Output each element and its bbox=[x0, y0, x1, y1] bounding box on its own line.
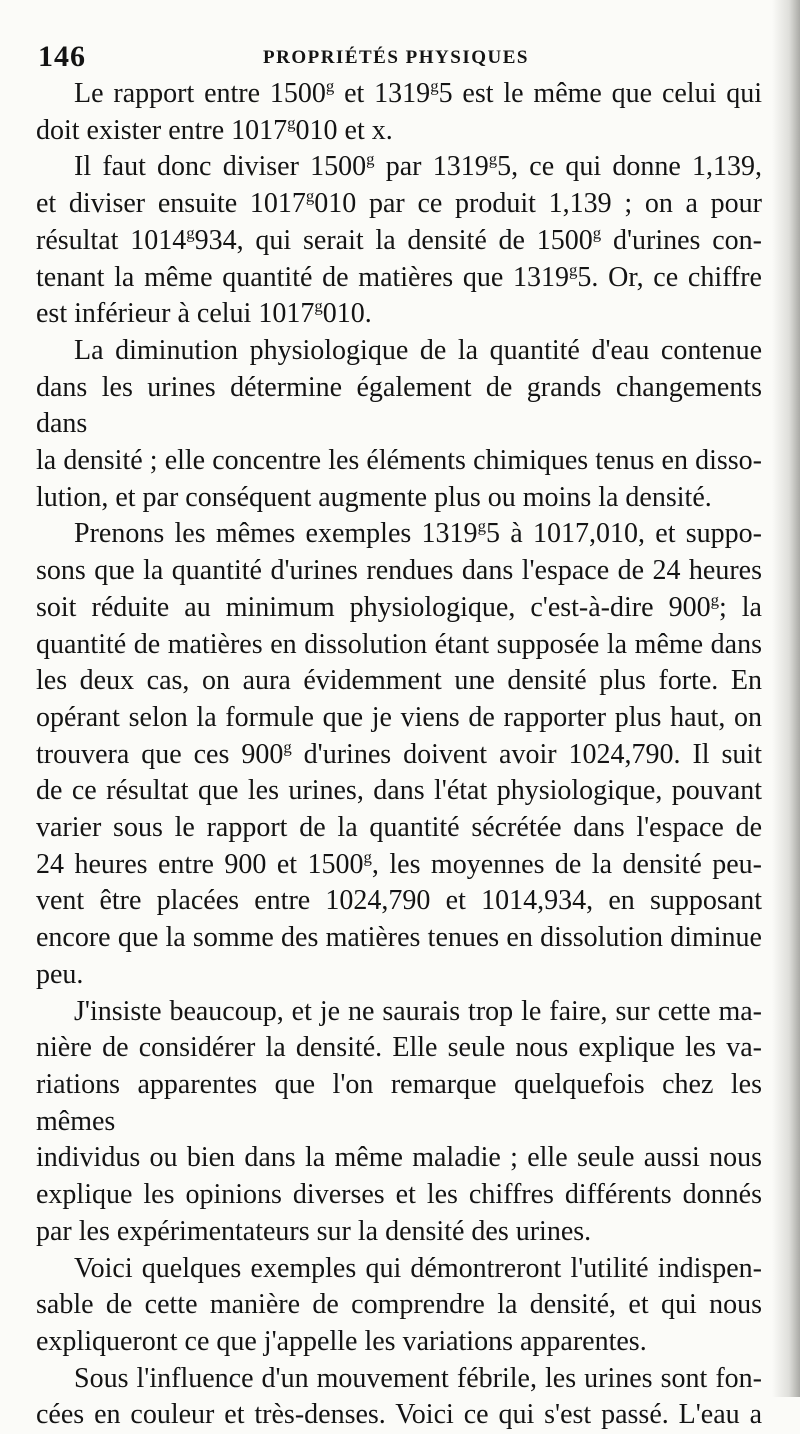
text-line: varier sous le rapport de la quantité sécrétée dans l'espace de bbox=[36, 812, 762, 844]
text-line: dans les urines détermine également de grands changements dans bbox=[36, 371, 762, 440]
text-line: par les expérimentateurs sur la densité des urines. bbox=[36, 1215, 592, 1247]
body-text bbox=[36, 76, 762, 1434]
text-line: sons que la quantité d'urines rendues dans l'espace de 24 heures bbox=[36, 555, 762, 587]
text-line: est inférieur à celui 1017$^g$010. bbox=[36, 296, 372, 330]
text-line: Prenons les mêmes exemples 1319$^g$5 à 1017,010, et suppo- bbox=[74, 517, 762, 550]
text-line: La diminution physiologique de la quantité d'eau contenue bbox=[74, 334, 762, 366]
page-header bbox=[38, 40, 758, 80]
text-line: tenant la même quantité de matières que 1319$^g$5. Or, ce chiffre bbox=[36, 260, 762, 293]
text-line: cées en couleur et très-denses. Voici ce qui s'est passé. L'eau a bbox=[36, 1399, 762, 1431]
text-line: résultat 1014$^g$934, qui serait la densité de 1500$^g$ d'urines con- bbox=[36, 223, 762, 256]
running-head: PROPRIÉTÉS PHYSIQUES bbox=[263, 47, 529, 68]
text-line: Sous l'influence d'un mouvement fébrile, les urines sont fon- bbox=[74, 1362, 762, 1394]
text-line: nière de considérer la densité. Elle seule nous explique les va- bbox=[36, 1032, 762, 1064]
text-line: J'insiste beaucoup, et je ne saurais trop le faire, sur cette ma- bbox=[74, 995, 762, 1027]
text-line: quantité de matières en dissolution étant supposée la même dans bbox=[36, 628, 762, 660]
text-line: soit réduite au minimum physiologique, c'est-à-dire 900$^g$; la bbox=[36, 590, 762, 623]
text-line: 24 heures entre 900 et 1500$^g$, les moyennes de la densité peu- bbox=[36, 847, 762, 880]
text-line: peu. bbox=[36, 958, 84, 990]
text-line: opérant selon la formule que je viens de rapporter plus haut, on bbox=[36, 701, 762, 733]
page-spine-shadow bbox=[772, 0, 800, 1397]
text-line: doit exister entre 1017$^g$010 et x. bbox=[36, 113, 393, 146]
text-line: les deux cas, on aura évidemment une densité plus forte. En bbox=[36, 665, 762, 697]
text-line: expliqueront ce que j'appelle les variations apparentes. bbox=[36, 1325, 647, 1357]
page-number: 146 bbox=[38, 40, 86, 73]
text-line: et diviser ensuite 1017$^g$010 par ce produit 1,139 ; on a pour bbox=[36, 186, 762, 220]
text-line: vent être placées entre 1024,790 et 1014,934, en supposant bbox=[36, 885, 762, 917]
text-line: Il faut donc diviser 1500$^g$ par 1319$^g$5, ce qui donne 1,139, bbox=[74, 150, 762, 183]
text-line: la densité ; elle concentre les éléments chimiques tenus en disso- bbox=[36, 445, 762, 477]
text-line: encore que la somme des matières tenues en dissolution diminue bbox=[36, 922, 762, 954]
text-line: individus ou bien dans la même maladie ; elle seule aussi nous bbox=[36, 1142, 762, 1174]
text-line: Le rapport entre 1500$^g$ et 1319$^g$5 est le même que celui qui bbox=[74, 76, 762, 109]
text-line: explique les opinions diverses et les chiffres différents donnés bbox=[36, 1179, 762, 1211]
text-line: trouvera que ces 900$^g$ d'urines doivent avoir 1024,790. Il suit bbox=[36, 737, 762, 770]
text-line: Voici quelques exemples qui démontreront l'utilité indispen- bbox=[74, 1252, 762, 1284]
text-line: riations apparentes que l'on remarque quelquefois chez les mêmes bbox=[36, 1068, 762, 1137]
text-line: sable de cette manière de comprendre la densité, et qui nous bbox=[36, 1289, 762, 1321]
text-line: lution, et par conséquent augmente plus ou moins la densité. bbox=[36, 481, 712, 513]
text-line: de ce résultat que les urines, dans l'état physiologique, pouvant bbox=[36, 775, 762, 807]
